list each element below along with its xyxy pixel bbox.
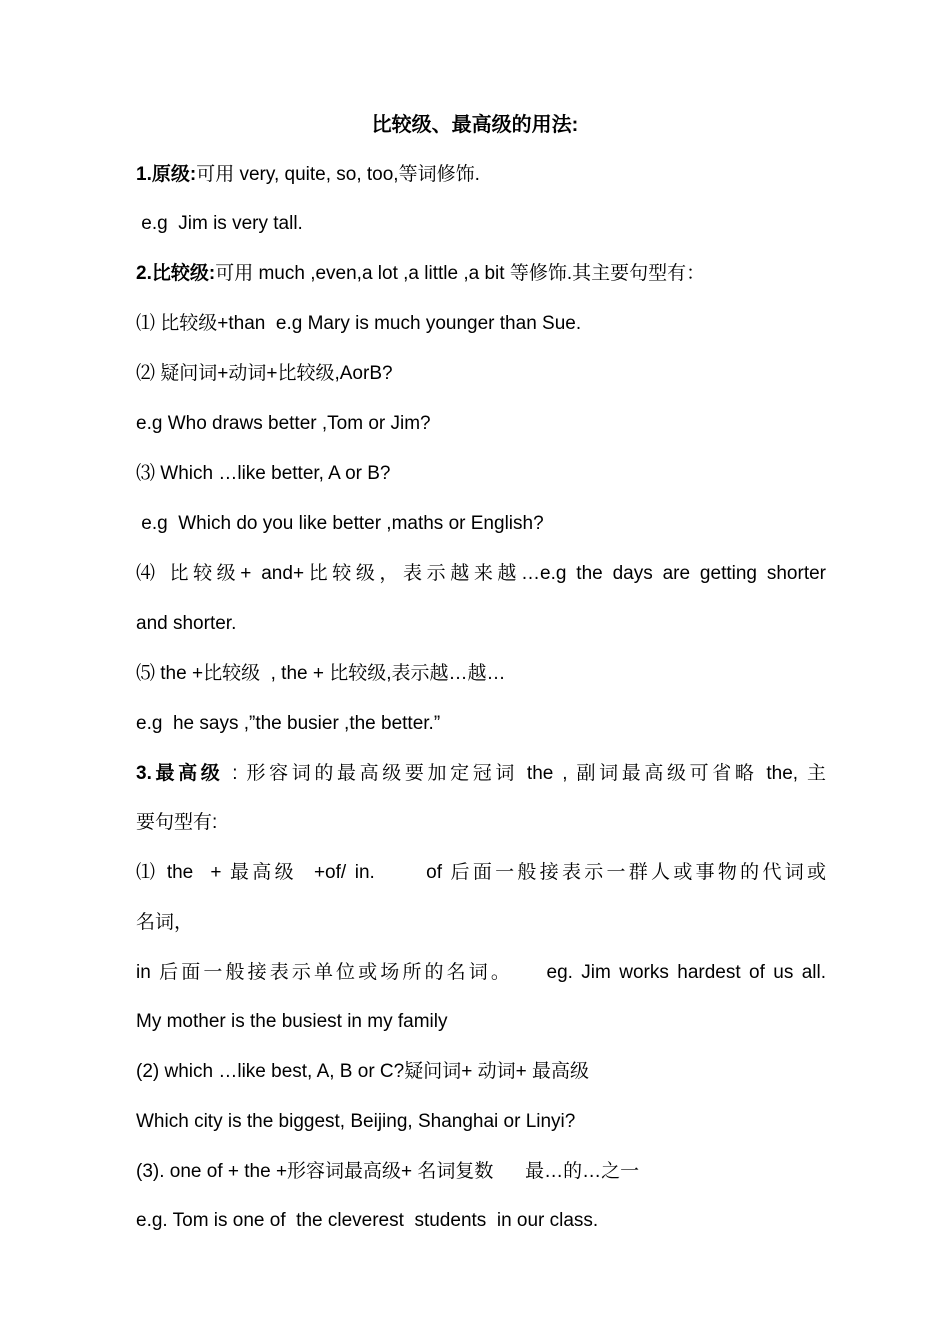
line-21-text: (3). one of + the +形容词最高级+ 名词复数 最…的…之一: [136, 1161, 640, 1182]
line-8-text: e.g Which do you like better ,maths or English?: [136, 513, 544, 534]
line-8: [136, 510, 826, 538]
line-22-text: e.g. Tom is one of the cleverest students in our class.: [136, 1210, 599, 1231]
line-12-text: e.g he says ,”the busier ,the better.”: [136, 713, 441, 734]
line-5: [136, 360, 826, 388]
line-7: [136, 460, 826, 488]
line-14: [136, 809, 826, 837]
line-1: [136, 161, 826, 189]
line-13-text: : 形容词的最高级要加定冠词 the , 副词最高级可省略 the, 主: [223, 763, 826, 784]
line-3: [136, 260, 826, 288]
line-19: [136, 1058, 826, 1086]
line-7-text: ⑶ Which …like better, A or B?: [136, 463, 391, 484]
line-6: [136, 410, 826, 438]
line-10: [136, 610, 826, 638]
line-4: [136, 310, 826, 338]
line-16-text: 名词，: [136, 912, 194, 933]
line-13-heading: 3.最高级: [136, 763, 224, 784]
line-20-text: Which city is the biggest, Beijing, Shanghai or Linyi?: [136, 1111, 576, 1132]
line-9: [136, 560, 826, 588]
line-3-heading: 2.比较级:: [136, 263, 216, 284]
document-title: 比较级、最高级的用法:: [371, 114, 579, 136]
line-16: [136, 909, 826, 937]
line-19-text: (2) which …like best, A, B or C?疑问词+ 动词+ 最高级: [136, 1061, 589, 1082]
line-17-text: in 后面一般接表示单位或场所的名词。 eg. Jim works hardest of us all.: [136, 962, 826, 983]
line-12: [136, 710, 826, 738]
line-3-text: 可用 much ,even,a lot ,a little ,a bit 等修饰.其主要句型有：: [215, 263, 706, 284]
line-4-text: ⑴ 比较级+than e.g Mary is much younger than Sue.: [136, 313, 582, 334]
line-2-text: e.g Jim is very tall.: [136, 213, 303, 234]
line-20: [136, 1108, 826, 1136]
line-5-text: ⑵ 疑问词+动词+比较级,AorB?: [136, 363, 393, 384]
line-13: [136, 760, 826, 788]
line-1-heading: 1.原级:: [136, 164, 197, 185]
line-14-text: 要句型有:: [136, 812, 218, 833]
line-2: [136, 210, 826, 238]
line-21: [136, 1158, 826, 1186]
line-22: [136, 1207, 826, 1235]
line-15-text: ⑴ the + 最高级 +of/ in. of 后面一般接表示一群人或事物的代词或: [136, 862, 826, 883]
line-11: [136, 660, 826, 688]
line-1-text: 可用 very, quite, so, too,等词修饰.: [196, 164, 480, 185]
line-10-text: and shorter.: [136, 613, 237, 634]
line-15: [136, 859, 826, 887]
line-18-text: My mother is the busiest in my family: [136, 1011, 448, 1032]
line-6-text: e.g Who draws better ,Tom or Jim?: [136, 413, 431, 434]
line-9-text: ⑷ 比较级+ and+比较级，表示越来越…e.g the days are getting shorter: [136, 563, 826, 584]
line-11-text: ⑸ the +比较级 , the + 比较级,表示越…越…: [136, 663, 506, 684]
line-17: [136, 959, 826, 987]
line-18: [136, 1008, 826, 1036]
